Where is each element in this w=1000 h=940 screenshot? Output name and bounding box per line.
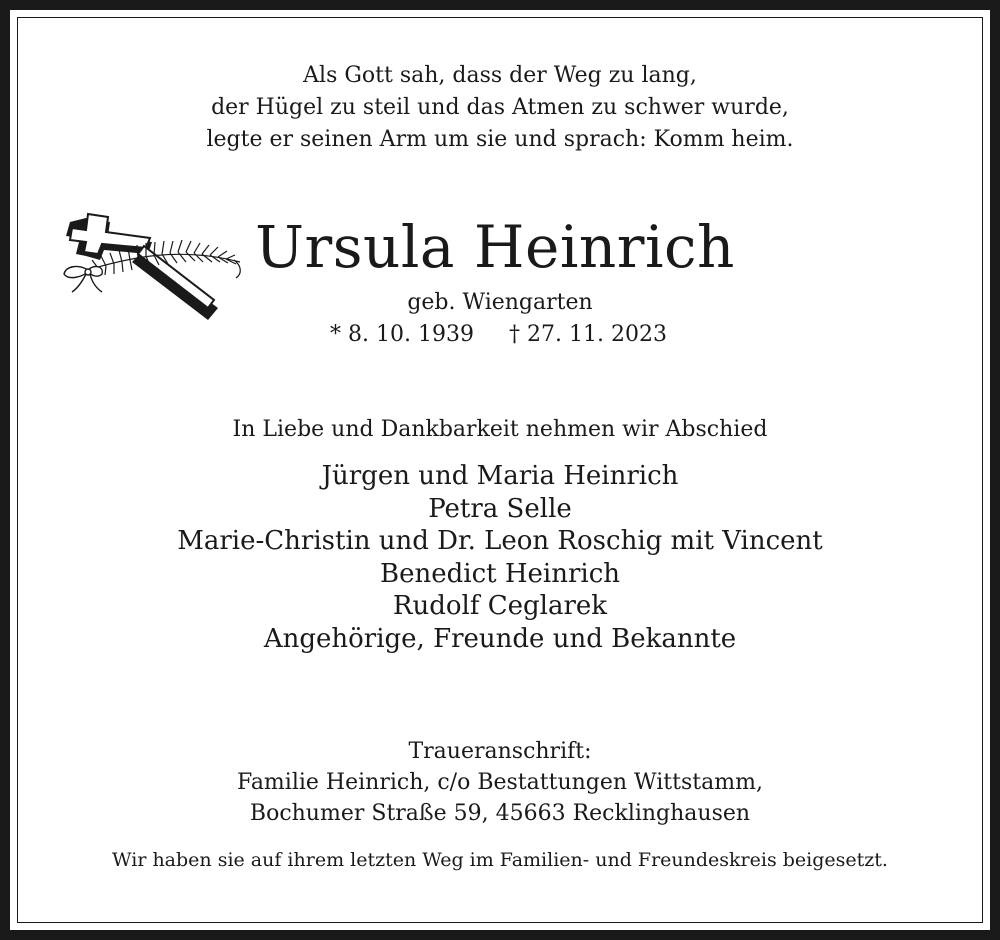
- address-line: Familie Heinrich, c/o Bestattungen Wittstamm,: [237, 770, 763, 795]
- burial-note: [0, 846, 1000, 874]
- address-line: Bochumer Straße 59, 45663 Recklinghausen: [249, 801, 751, 826]
- birth-date: * 8. 10. 1939: [330, 322, 474, 347]
- mourner-entry: Petra Selle: [428, 493, 572, 524]
- farewell-text: In Liebe und Dankbarkeit nehmen wir Abschied: [232, 417, 768, 442]
- death-date: † 27. 11. 2023: [509, 322, 667, 347]
- farewell-line: [0, 415, 1000, 445]
- mourner-entry: Marie-Christin und Dr. Leon Roschig mit Vincent: [177, 526, 823, 556]
- address-label: Traueranschrift:: [408, 739, 592, 764]
- mourner-entry: Angehörige, Freunde und Bekannte: [263, 623, 737, 654]
- mourner-entry: Jürgen und Maria Heinrich: [321, 461, 679, 491]
- birth-name: [0, 288, 1000, 318]
- mourner-entry: Rudolf Ceglarek: [392, 591, 608, 621]
- mourner-entry: Benedict Heinrich: [379, 558, 621, 589]
- deceased-name-text: Ursula Heinrich: [255, 213, 735, 281]
- mourning-address: [0, 736, 1000, 829]
- birth-name-text: geb. Wiengarten: [407, 290, 593, 315]
- verse-line: Als Gott sah, dass der Weg zu lang,: [303, 63, 697, 88]
- mourners-list: [0, 460, 1000, 655]
- life-dates: [0, 320, 1000, 350]
- memorial-verse: [0, 60, 1000, 156]
- deceased-name: [0, 212, 1000, 282]
- burial-note-text: Wir haben sie auf ihrem letzten Weg im Familien- und Freundeskreis beigesetzt.: [112, 849, 888, 871]
- verse-line: der Hügel zu steil und das Atmen zu schwer wurde,: [211, 95, 789, 120]
- verse-line: legte er seinen Arm um sie und sprach: Komm heim.: [206, 127, 794, 152]
